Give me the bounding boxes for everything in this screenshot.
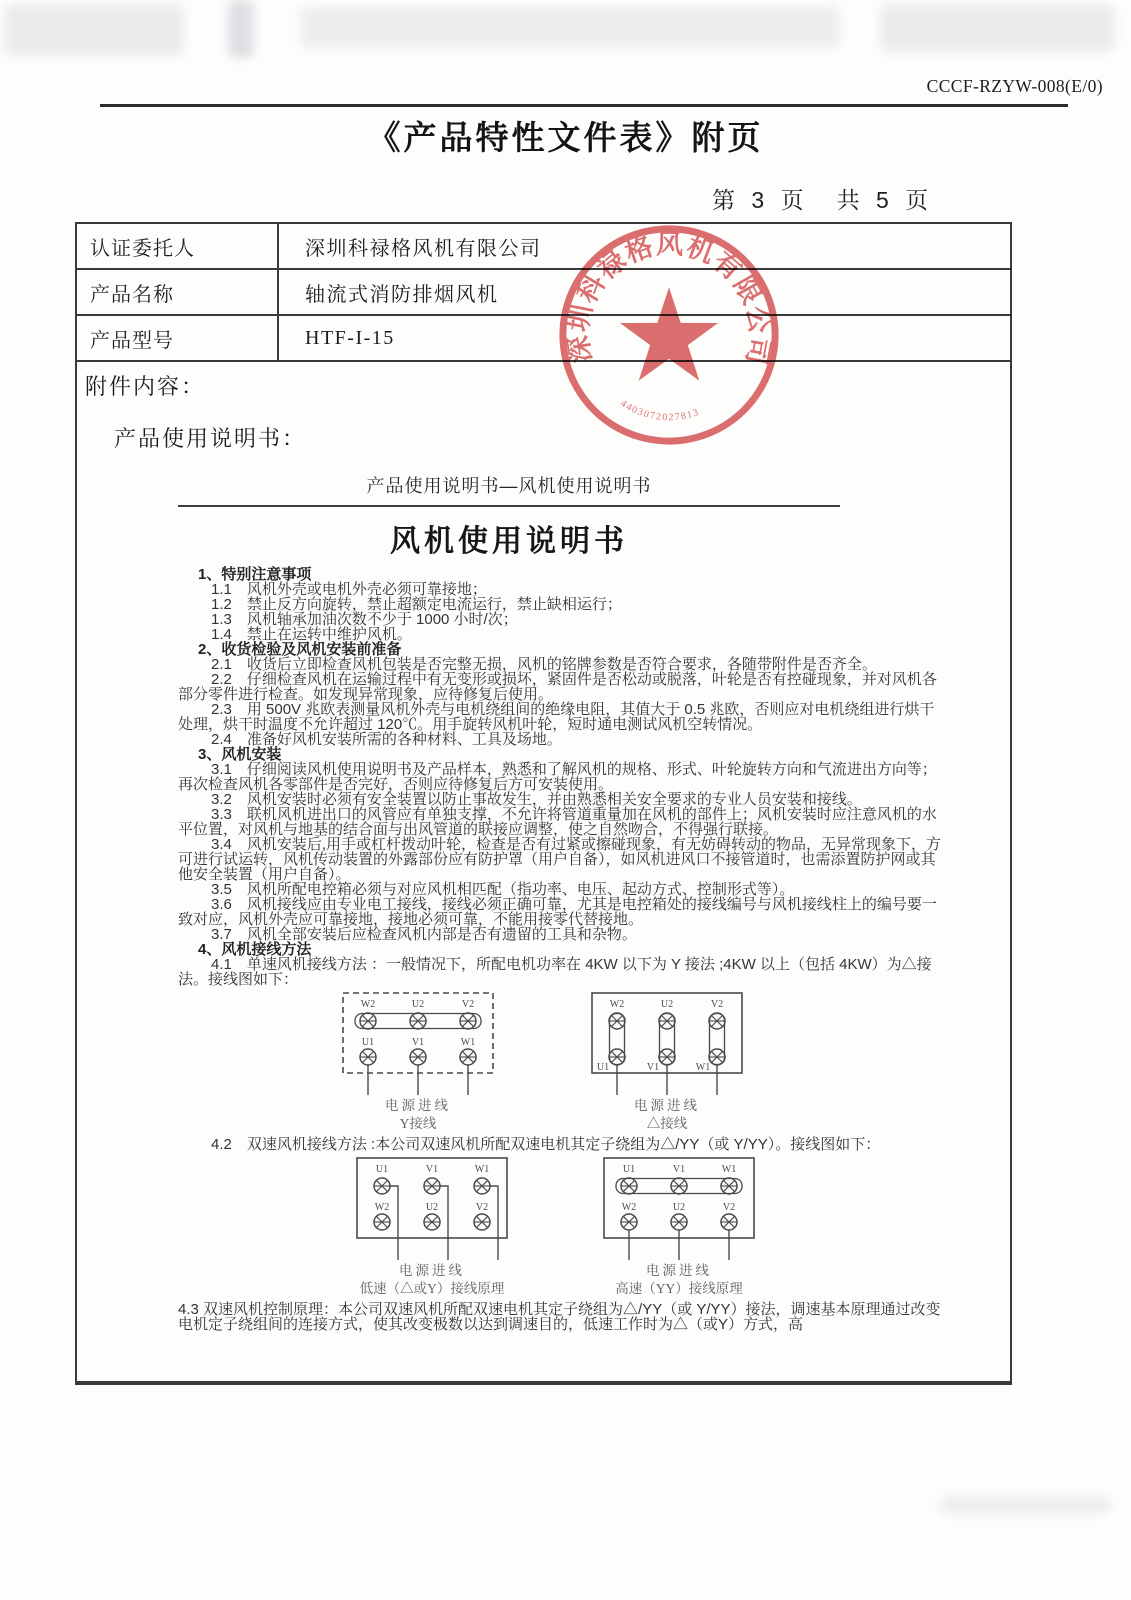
manual-paragraph: 4.2 双速风机接线方法 :本公司双速风机所配双速电机其定子绕组为△/YY（或 Y/YY）。接线图如下： (211, 1136, 881, 1153)
diagram-caption: 高速（YY）接线原理 (615, 1281, 743, 1296)
wiring-diagram-dual-speed-left (349, 1152, 539, 1300)
terminal-label: V1 (411, 1037, 425, 1048)
manual-title: 风机使用说明书 (390, 525, 628, 558)
diagram-caption: 低速（△或Y）接线原理 (359, 1281, 505, 1296)
diagram-caption: 电源进线 (634, 1098, 700, 1113)
manual-paragraph: 1.3 风机轴承加油次数不少于 1000 小时/次； (211, 611, 518, 628)
terminal-label: U1 (361, 1037, 375, 1048)
terminal-label: V1 (646, 1062, 660, 1073)
manual-section-heading: 3、风机安装 (198, 746, 282, 763)
seal-serial-number: 4403072027813 (618, 398, 702, 424)
terminal-label: V2 (710, 999, 724, 1010)
terminal-label: V2 (475, 1202, 489, 1213)
diagram-caption: △接线 (646, 1116, 688, 1131)
wiring-diagram-row-single-speed (178, 987, 948, 1137)
wiring-diagram-single-speed-right (584, 987, 774, 1135)
wiring-diagram-row-dual-speed (178, 1152, 948, 1302)
terminal-label: U2 (660, 999, 674, 1010)
terminal-label: V1 (425, 1164, 439, 1175)
seal-star-icon (620, 287, 718, 380)
terminal-label: U2 (672, 1202, 686, 1213)
manual-paragraph: 4.3 双速风机控制原理：本公司双速风机所配双速电机其定子绕组为△/YY（或 Y/YY）接法，调速基本原理通过改变电机定子绕组间的连接方式，使其改变极数以达到调速目的，低速工作时为△（或Y）方式，高 (178, 1301, 941, 1333)
diagram-caption: 电源进线 (399, 1263, 465, 1278)
info-label: 认证委托人 (77, 224, 279, 268)
attachment-item-label: 产品使用说明书： (114, 426, 307, 451)
info-value: 深圳科禄格风机有限公司 (305, 237, 542, 260)
page-title: 《产品特性文件表》附页 (367, 119, 764, 156)
diagram-caption: 电源进线 (646, 1263, 712, 1278)
info-row-applicant (77, 224, 1010, 270)
info-row-product-name (77, 270, 1010, 316)
manual-paragraph: 2.2 仔细检查风机在运输过程中有无变形或损坏，紧固件是否松动或脱落，叶轮是否有控碰现象，并对风机各部分零件进行检查。如发现异常现象，应待修复后使用。 (178, 671, 937, 703)
manual-paragraph: 2.3 用 500V 兆欧表测量风机外壳与电机绕组间的绝缘电阻，其值大于 0.5 兆欧，否则应对电机绕组进行烘干处理，烘干时温度不允许超过 120℃。用手旋转风机叶轮，短时通电测试风机空转情况。 (178, 701, 935, 733)
terminal-label: W2 (374, 1202, 390, 1213)
manual-paragraph: 3.1 仔细阅读风机使用说明书及产品样本，熟悉和了解风机的规格、形式、叶轮旋转方向和气流进出方向等；再次检查风机各零部件是否完好，否则应待修复后方可安装使用。 (178, 761, 937, 793)
terminal-label: U1 (622, 1164, 636, 1175)
info-value: 轴流式消防排烟风机 (305, 283, 499, 306)
manual-paragraph: 1.1 风机外壳或电机外壳必须可靠接地； (211, 581, 487, 598)
scan-artifact (300, 6, 840, 48)
manual-section-heading: 2、收货检验及风机安装前准备 (198, 641, 402, 658)
manual-paragraph: 3.5 风机所配电控箱必须与对应风机相匹配（指功率、电压、起动方式、控制形式等）。 (211, 881, 795, 898)
terminal-label: W1 (695, 1062, 711, 1073)
manual-paragraph: 3.7 风机全部安装后应检查风机内部是否有遗留的工具和杂物。 (211, 926, 637, 943)
terminal-label: U1 (375, 1164, 389, 1175)
manual-section-heading: 4、风机接线方法 (198, 941, 312, 958)
attachment-content-label: 附件内容： (85, 374, 206, 399)
info-value: HTF-I-15 (305, 326, 395, 349)
manual-body (178, 567, 948, 1332)
terminal-label: W1 (460, 1037, 476, 1048)
terminal-label: V2 (722, 1202, 736, 1213)
manual-paragraph: 4.1 单速风机接线方法 ：一般情况下，所配电机功率在 4KW 以下为 Y 接法 ;4KW 以上（包括 4KW）为△接法。接线图如下： (178, 956, 932, 988)
info-label: 产品型号 (77, 316, 279, 360)
manual-paragraph: 1.4 禁止在运转中维护风机。 (211, 626, 412, 643)
scan-artifact (940, 1496, 1110, 1514)
scan-artifact (4, 4, 184, 56)
scan-artifact (880, 4, 1115, 52)
info-label: 产品名称 (77, 270, 279, 314)
terminal-label: U2 (425, 1202, 439, 1213)
wiring-diagram-dual-speed-right (596, 1152, 786, 1300)
scan-artifact (228, 0, 254, 58)
seal-company-name: 深圳科禄格风机有限公司 (562, 229, 776, 369)
terminal-label: W2 (609, 999, 625, 1010)
company-seal-stamp (552, 218, 786, 452)
header-rule (100, 104, 1068, 107)
manual-paragraph: 2.4 准备好风机安装所需的各种材料、工具及场地。 (211, 731, 562, 748)
manual-paragraph: 3.4 风机安装后,用手或杠杆拨动叶轮，检查是否有过紧或擦碰现象，有无妨碍转动的物品，无异常现象下，方可进行试运转，风机传动装置的外露部份应有防护罩（用户自备），如风机进风口不接管道时，也需添置防护网或其他安全装置（用户自备）。 (178, 836, 942, 883)
diagram-caption: Y接线 (399, 1116, 437, 1131)
manual-paragraph: 3.6 风机接线应由专业电工接线，接线必须正确可靠，尤其是电控箱处的接线编号与风机接线柱上的编号要一致对应，风机外壳应可靠接地，接地必须可靠，不能用接零代替接地。 (178, 896, 937, 928)
manual-subtitle: 产品使用说明书—风机使用说明书 (178, 468, 840, 507)
terminal-label: W2 (360, 999, 376, 1010)
diagram-caption: 电源进线 (385, 1098, 451, 1113)
terminal-label: U2 (411, 999, 425, 1010)
terminal-label: W1 (721, 1164, 737, 1175)
manual-section-heading: 1、特别注意事项 (198, 566, 312, 583)
instruction-manual (178, 468, 948, 1332)
terminal-label: W2 (621, 1202, 637, 1213)
manual-paragraph: 2.1 收货后立即检查风机包装是否完整无损，风机的铭牌参数是否符合要求，各随带附件是否齐全。 (211, 656, 877, 673)
info-row-product-model (77, 316, 1010, 362)
document-code: CCCF-RZYW-008(E/0) (926, 76, 1103, 96)
terminal-label: W1 (474, 1164, 490, 1175)
wiring-diagram-single-speed-left (335, 987, 525, 1135)
manual-paragraph: 3.2 风机安装时必须有安全装置以防止事故发生，并由熟悉相关安全要求的专业人员安装和接线。 (211, 791, 862, 808)
terminal-label: V2 (461, 999, 475, 1010)
manual-paragraph: 3.3 联机风机进出口的风管应有单独支撑，不允许将管道重量加在风机的部件上；风机安装时应注意风机的水平位置，对风机与地基的结合面与出风管道的联接应调整，使之自然吻合，不得强行联接。 (178, 806, 937, 838)
terminal-label: V1 (672, 1164, 686, 1175)
terminal-label: U1 (596, 1062, 610, 1073)
manual-paragraph: 1.2 禁止反方向旋转，禁止超额定电流运行，禁止缺相运行； (211, 596, 622, 613)
page-number: 第 3 页 共 5 页 (712, 187, 934, 213)
